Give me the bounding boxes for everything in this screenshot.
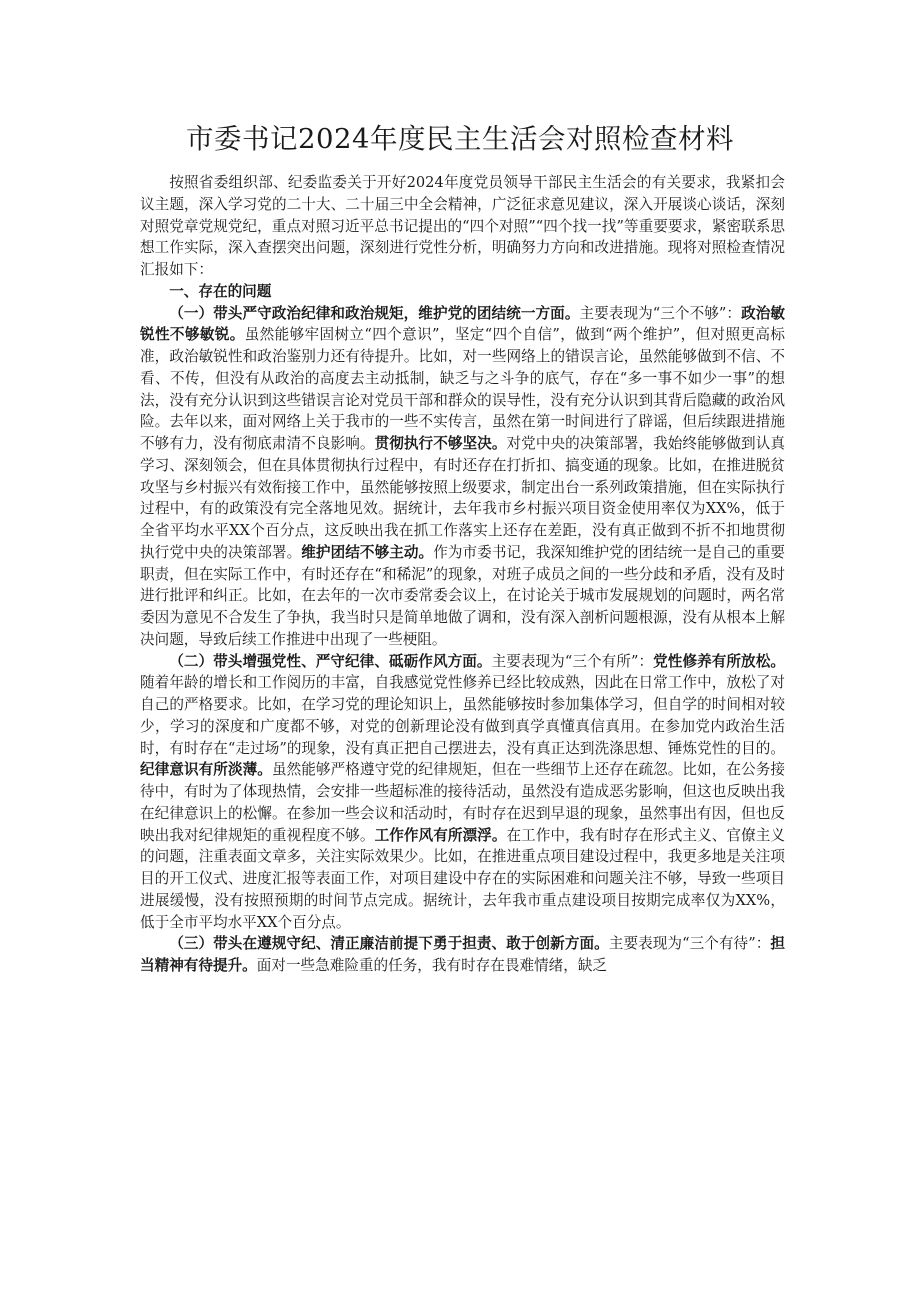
part1-paragraph — [140, 303, 785, 651]
part1-point3-text: 作为市委书记，我深知维护党的团结统一是自己的重要职责，但在实际工作中，有时还存在“和稀泥”的现象，对班子成员之间的一些分歧和矛盾，没有及时进行批评和纠正。比如，在去年的一次市委常委会议上，在讨论关于城市发展规划的问题时，两名常委因为意见不合发生了争执，我当时只是简单地做了调和，没有深入剖析问题根源，没有从根本上解决问题，导致后续工作推进中出现了一些梗阻。 — [140, 543, 785, 648]
part3-lead: 主要表现为“三个有待”： — [608, 935, 771, 953]
part2-heading: （二）带头增强党性、严守纪律、砥砺作风方面。 — [169, 652, 492, 670]
part1-lead: 主要表现为“三个不够”： — [579, 304, 742, 322]
part2-point1-title: 党性修养有所放松。 — [653, 652, 785, 670]
section-heading-problems: 一、存在的问题 — [169, 282, 272, 300]
part3-heading: （三）带头在遵规守纪、清正廉洁前提下勇于担责、敢于创新方面。 — [169, 935, 609, 953]
part1-point1-title: 政治敏锐性不够敏锐。 — [140, 304, 785, 344]
part1-point1-text: 虽然能够牢固树立“四个意识”，坚定“四个自信”，做到“两个维护”，但对照更高标准，政治敏锐性和政治鉴别力还有待提升。比如，对一些网络上的错误言论，虽然能够做到不信、不看、不传，但没有从政治的高度去主动抵制，缺乏与之斗争的底气，存在“多一事不如少一事”的想法，没有充分认识到这些错误言论对党员干部和群众的误导性，没有充分认识到其背后隐藏的政治风险。去年以来，面对网络上关于我市的一些不实传言，虽然在第一时间进行了辟谣，但后续跟进措施不够有力，没有彻底肃清不良影响。 — [140, 326, 785, 452]
part1-heading: （一）带头严守政治纪律和政治规矩，维护党的团结统一方面。 — [169, 304, 580, 322]
part3-paragraph — [140, 933, 785, 977]
part1-point2-text: 对党中央的决策部署，我始终能够做到认真学习、深刻领会，但在具体贯彻执行过程中，有时还存在打折扣、搞变通的现象。比如，在推进脱贫攻坚与乡村振兴有效衔接工作中，虽然能够按照上级要求，制定出台一系列政策措施，但在实际执行过程中，有的政策没有完全落地见效。据统计，去年我市乡村振兴项目资金使用率仅为XX%，低于全省平均水平XX个百分点，这反映出我在抓工作落实上还存在差距，没有真正做到不折不扣地贯彻执行党中央的决策部署。 — [140, 435, 785, 561]
document-title: 市委书记2024年度民主生活会对照检查材料 — [186, 123, 734, 155]
part2-lead: 主要表现为“三个有所”： — [491, 652, 654, 670]
part1-point3-title: 维护团结不够主动。 — [301, 543, 434, 561]
part2-paragraph — [140, 651, 785, 934]
part2-point3-title: 工作作风有所漂浮。 — [374, 826, 507, 844]
part2-point2-text: 虽然能够严格遵守党的纪律规矩，但在一些细节上还存在疏忽。比如，在公务接待中，有时为了体现热情，会安排一些超标准的接待活动，虽然没有造成恶劣影响，但这也反映出我在纪律意识上的松懈。在参加一些会议和活动时，有时存在迟到早退的现象，虽然事出有因，但也反映出我对纪律规矩的重视程度不够。 — [140, 761, 785, 844]
part3-point1-text: 面对一些急难险重的任务，我有时存在畏难情绪，缺乏 — [256, 957, 608, 974]
part1-point2-title: 贯彻执行不够坚决。 — [374, 435, 507, 452]
part3-point1-title: 担当精神有待提升。 — [140, 935, 785, 974]
part2-point3-text: 在工作中，我有时存在形式主义、官僚主义的问题，注重表面文章多，关注实际效果少。比如，在推进重点项目建设过程中，我更多地是关注项目的开工仪式、进度汇报等表面工作，对项目建设中存在的实际困难和问题关注不够，导致一些项目进展缓慢，没有按照预期的时间节点完成。据统计，去年我市重点建设项目按期完成率仅为XX%，低于全市平均水平XX个百分点。 — [140, 826, 785, 931]
document-body — [140, 172, 785, 977]
part2-point1-text: 随着年龄的增长和工作阅历的丰富，自我感觉党性修养已经比较成熟，因此在日常工作中，放松了对自己的严格要求。比如，在学习党的理论知识上，虽然能够按时参加集体学习，但自学的时间相对较少，学习的深度和广度都不够，对党的创新理论没有做到真学真懂真信真用。在参加党内政治生活时，有时存在“走过场”的现象，没有真正把自己摆进去，没有真正达到洗涤思想、锤炼党性的目的。 — [140, 674, 785, 757]
part2-point2-title: 纪律意识有所淡薄。 — [140, 761, 272, 779]
intro-paragraph: 按照省委组织部、纪委监委关于开好2024年度党员领导干部民主生活会的有关要求，我紧扣会议主题，深入学习党的二十大、二十届三中全会精神，广泛征求意见建议，深入开展谈心谈话，深刻对照党章党规党纪，重点对照习近平总书记提出的“四个对照”“四个找一找”等重要要求，紧密联系思想工作实际，深入查摆突出问题，深刻进行党性分析，明确努力方向和改进措施。现将对照检查情况汇报如下： — [140, 174, 785, 278]
